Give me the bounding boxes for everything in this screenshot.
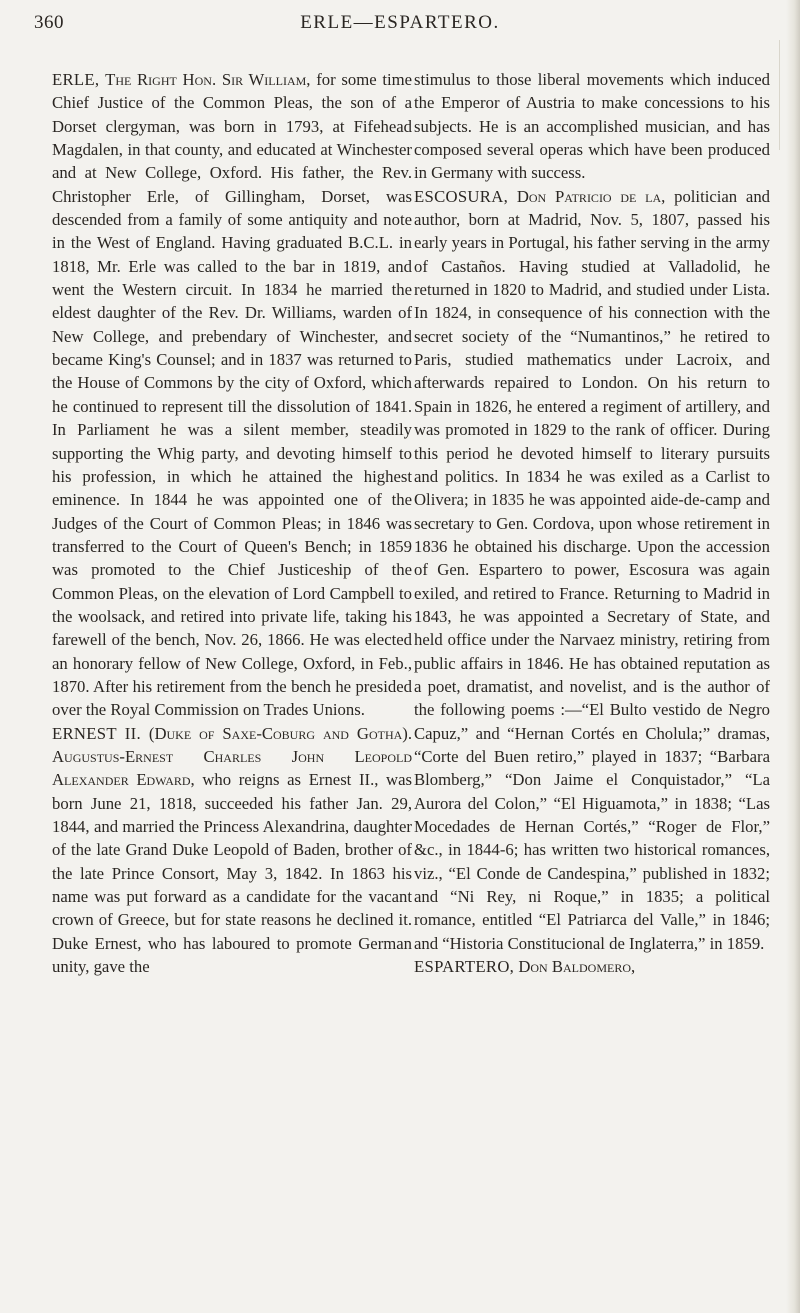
entry-text: for some time Chief Justice of the Common Pleas, the son of a Dorset clergyman, was born in 1793, at Fifehead Magdalen, in that county, and educated at Winchester and at New College, Oxford. His father, the Rev. Christopher Erle, of Gillingham, Dorset, was descended from a family of some antiquity and note in the West of England. Having graduated B.C.L. in 1818, Mr. Erle was called to the bar in 1819, and went the Western circuit. In 1834 he married the eldest daughter of the Rev. Dr. Williams, warden of New College, and prebendary of Winchester, and became King's Counsel; and in 1837 was returned to the House of Commons by the city of Oxford, which he continued to represent till the dissolution of 1841. In Parliament he was a silent member, steadily supporting the Whig party, and devoting himself to his profession, in which he attained the highest eminence. In 1844 he was appointed one of the Judges of the Court of Common Pleas; in 1846 was transferred to the Court of Queen's Bench; in 1859 was promoted to the Chief Justiceship of the Common Pleas, on the elevation of Lord Campbell to the woolsack, and retired into private life, taking his farewell of the bench, Nov. 26, 1866. He was elected an honorary fellow of New College, Oxford, in Feb., 1870. After his retirement from the bench he presided over the Royal Commission on Trades Unions. xyxy=(52,70,413,720)
entry-ernest-continued xyxy=(414,68,770,185)
entry-erle xyxy=(52,68,412,722)
entry-ernest xyxy=(52,722,412,979)
page-crease xyxy=(779,40,786,150)
entry-title: The Right Hon. Sir William, xyxy=(105,70,311,89)
entry-text: stimulus to those liberal movements which induced the Emperor of Austria to make concessions to his subjects. He is an accomplished musician, and has composed several operas which have been produced in Germany with success. xyxy=(414,70,770,183)
entry-espartero xyxy=(414,955,770,978)
entry-headword: ESPARTERO, xyxy=(414,957,515,977)
page-number: 360 xyxy=(34,12,64,33)
entry-title: Don Baldomero, xyxy=(518,957,636,977)
entry-headword: ESCOSURA, xyxy=(414,186,509,206)
right-column xyxy=(414,68,770,978)
entry-title: Don Patricio de la, xyxy=(516,186,666,206)
entry-headword: ERNEST II. xyxy=(52,723,141,743)
page-edge-shadow xyxy=(786,0,800,1313)
entry-text: who reigns as Ernest II., was born June 21, 1818, succeeded his father Jan. 29, 1844, and married the Princess Alexandrina, daughter of the late Grand Duke Leopold of Baden, brother of the late Prince Consort, May 3, 1842. In 1863 his name was put forward as a candidate for the vacant crown of Greece, but for state reasons he declined it. Duke Ernest, who has laboured to promote German unity, gave the xyxy=(52,770,413,977)
entry-text: politician and author, born at Madrid, Nov. 5, 1807, passed his early years in Portugal, his father serving in the army of Castaños. Having studied at Valladolid, he returned in 1820 to Madrid, and studied under Lista. In 1824, in consequence of his connection with the secret society of the “Numantinos,” he retired to Paris, studied mathematics under Lacroix, and afterwards repaired to London. On his return to Spain in 1826, he entered a regiment of artillery, and was promoted in 1829 to the rank of officer. During this period he devoted himself to literary pursuits and politics. In 1834 he was exiled as a Carlist to Olivera; in 1835 he was appointed aide-de-camp and secretary to Gen. Cordova, upon whose retirement in 1836 he obtained his discharge. Upon the accession of Gen. Espartero to power, Escosura was again exiled, and retired to France. Returning to Madrid in 1843, he was appointed a Secretary of State, and held office under the Narvaez ministry, retiring from public affairs in 1846. He has obtained reputation as a poet, dramatist, and novelist, and is the author of the following poems :—“El Bulto vestido de Negro Capuz,” and “Hernan Cortés en Cholula;” dramas, “Corte del Buen retiro,” played in 1837; “Barbara Blomberg,” “Don Jaime el Conquistador,” “La Aurora del Colon,” “El Higuamota,” in 1838; “Las Mocedades de Hernan Cortés,” “Roger de Flor,” &c., in 1844-6; has written two historical romances, viz., “El Conde de Candespina,” published in 1832; and “Ni Rey, ni Roque,” in 1835; a political romance, entitled “El Patriarca del Valle,” in 1846; and “Historia Constitucional de Inglaterra,” in 1859. xyxy=(414,186,771,953)
left-column xyxy=(52,68,412,978)
running-head: ERLE—ESPARTERO. xyxy=(300,12,500,33)
entry-headword: ERLE, xyxy=(52,70,100,89)
entry-escosura xyxy=(414,185,770,955)
entry-title: (Duke of Saxe-Coburg and Gotha). Augustus-Ernest Charles John Leopold Alexander Edward, xyxy=(52,723,412,790)
page-header xyxy=(0,6,780,42)
